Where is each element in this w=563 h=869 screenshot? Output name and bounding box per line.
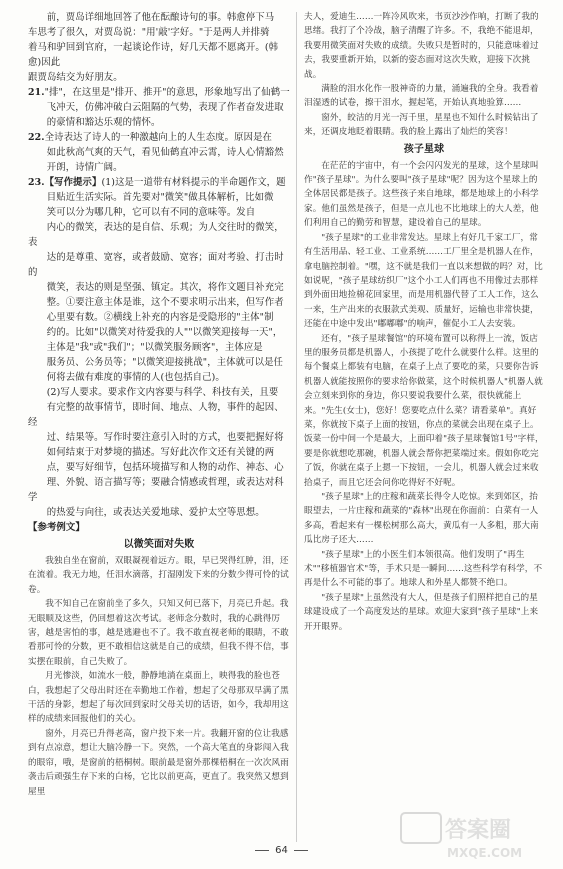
text-line: 理、外貌、语言描写等；要融合情感或哲理，或表达对科学 <box>28 477 284 503</box>
text-line: "排"，在这里是"排开、推开"的意思，形象地写出了仙鹤一 <box>44 87 290 98</box>
essay-title: 以微笑面对失败 <box>123 539 195 550</box>
text-line: (2)写人要求。要求作文内容要与科学、科技有关，且要 <box>46 387 279 398</box>
text-line: 内心的微笑，表达的是自信、乐观；为人交往时的微笑，表 <box>28 222 284 248</box>
writing-tip-tag: 【写作提示】 <box>44 177 102 188</box>
text-line: (1)这是一道带有材料提示的半命题作文，题 <box>101 177 286 188</box>
text-line: 笑可以分为哪几种，它可以有不同的意味等。发自 <box>46 207 256 218</box>
essay-paragraph: 还有，"孩子星球餐馆"的环境布置可以称得上一流，饭店里的服务员都是机器人，小孩提了吃什么就要什么样。这里的每个餐桌上都装有电脑，在桌子上点了要吃的菜，只要你告诉机器人就能按照你的要求给你做菜，这个时候机器人"机器人就会立刻来到你的身边，你只要说我要什么菜，很快就能上来。"先生(女士)，您好！您要吃点什么菜？请看菜单"。真好菜，你就按下桌子上面的按钮，你点的菜就会出现在桌子上。饭菜一份中间一个是最大，上面印着"孩子星球餐馆1号"字样，要是你就想吃那碗，机器人就会帮你把菜端过来。假如你吃完了饭，你就在桌子上摁一下按钮，一会儿，机器人就会过来收拾桌子，而且它还会问你吃得好不好呢。 <box>304 333 544 488</box>
text-line: 主体是"我"或"我们"；"以微笑服务顾客"，主体应是 <box>46 342 263 353</box>
essay-title: 孩子星球 <box>403 143 445 155</box>
question-21 <box>28 85 290 130</box>
text-line: 达的是尊重、宽容，或者鼓励、宽容；面对考验、打击时的 <box>28 252 284 278</box>
text-line: 点，要写好细节，包括环境描写和人物的动作、神态、心 <box>46 462 284 473</box>
essay-paragraph: 窗外，月亮已升得老高，窗户投下来一片。我翻开窗的位让我感到有点凉意，想让大脑冷静一下。突然，一个高大笔直的身影闯入我的眼帘，哦，是窗前的梧桐树。眼前最是窗外那棵梧桐在一次次风雨袭击后顽强生存下来的白杨，它比以前更高，更直了。我突然又想到屋里 <box>28 728 289 797</box>
watermark-logo-icon <box>399 809 549 863</box>
intro-block <box>28 10 290 85</box>
text-line: 车思考了很久，对贾岛说："用'敲'字好。"于是两人并排骑 <box>28 27 270 38</box>
text-line: 着马和驴回到官府，一起谈论作诗，好几天都不愿离开。(韩愈)因此 <box>28 42 279 68</box>
text-line: 开朗，诗情广阔。 <box>46 162 123 173</box>
text-line: 全诗表达了诗人的一种激越向上的人生态度。原因是在 <box>44 132 273 143</box>
text-line: 目贴近生活实际。首先要对"微笑"做具体解析，比如微 <box>46 192 274 203</box>
text-line: 服务员、公务员等；"以微笑迎接挑战"，主体就可以是任 <box>46 357 284 368</box>
essay-paragraph: "孩子星球"上的小医生们本领很高。他们发明了"再生术""移植器官术"等，手术只是一瞬间……这些科学有科学，不再是什么不可能的事了。地球人和外星人都赞不绝口。 <box>304 549 543 589</box>
question-22 <box>28 130 290 175</box>
essay-paragraph: 月光惨淡，如流水一般，静静地淌在桌面上，映得我的脸也苍白，我想起了父母出时还在幸勤地工作着，想起了父母那双早满了黑干活的身影，想起了每次回到家时父母关切的话语，如今，我却用这样的成绩来回报他们的关心。 <box>28 671 289 725</box>
svg-text:答案圈: 答案圈 <box>445 818 512 843</box>
text-line: 如何结束于对梦境的描述。写好此次作文还有关键的两 <box>46 447 275 458</box>
question-23 <box>28 175 290 520</box>
essay-paragraph: "孩子星球"上的庄稼和蔬菜长得令人吃惊。来到郊区，抬眼望去，一片庄稼和蔬菜的"森林"出现在你面前：白菜有一人多高，看起来有一棵松树那么高大，黄瓜有一人多粗，那大南瓜比房子还大…… <box>304 492 539 546</box>
text-line: 的豪情和豁达乐观的情怀。 <box>46 117 161 128</box>
text-line: 如此秋高气爽的天气，看见仙鹤直冲云霄，诗人心情豁然 <box>46 147 284 158</box>
text-line: 整。①要注意主体是谁，这个不要求明示出来，但写作者 <box>46 297 284 308</box>
essay-body <box>28 554 290 799</box>
reference-essay-tag: 【参考例文】 <box>28 522 85 533</box>
text-line: 跟贾岛结交为好朋友。 <box>28 72 123 83</box>
page-number-dash <box>294 850 308 851</box>
essay-paragraph: 在茫茫的宇宙中，有一个会闪闪发光的星球，这个星球叫作"孩子星球"。为什么要叫"孩子星球"呢？因为这个星球上的全体居民都是孩子。这些孩子来自地球，都是地球上的小科学家。他们虽然是孩子，但是一点儿也不比地球上的大人差，他们利用自己的勤劳和智慧，建设着自己的星球。 <box>304 160 539 229</box>
text-line: 的热爱与向往，或表达关爱地球、爱护太空等思想。 <box>46 507 265 518</box>
text-line: 约的。比如"以微笑对待爱我的人""以微笑迎接每一天"， <box>46 327 283 338</box>
essay-paragraph: "孩子星球"的工业非常发达。星球上有好几千家工厂，常有生活用品、轻工业、工业系统……工厂里全是机器人在作，拿电脑控制着。"嘿，这不就是我们一直以来想做的吗？对，比如说呢，"孩子星球纺织厂"这个小工人们再也不用像过去那样到外面田地捡棉花回家里，而是用机器代替了工人工作，这么一来，生产出来的衣服款式美观、质量好，运输也非常快捷，还能在中途中发出"嘟嘟嘟"的响声，催促小工人去安装。 <box>304 232 543 330</box>
text-line: 飞冲天，仿佛冲破白云阻隔的气势，表现了作者奋发进取 <box>46 102 284 113</box>
question-number: 21. <box>28 87 45 98</box>
essay-paragraph: 我不知自己在窗前坐了多久，只知又何已落下，月亮已升起。我无眼顺及这些，仍回想着这次考试。老师念分数时，我的心跳得厉害，越是害怕的事，越是逃避也不了。我不敢直视老师的眼睛，不敢看那可怜的分数，更不敢相信这就是自己的成绩，但我不得不信，事实摆在眼前，自己失败了。 <box>28 599 289 667</box>
text-line: 前，贾岛详细地回答了他在酝酿诗句的事。韩愈停下马 <box>46 12 275 23</box>
page-number-dash <box>255 850 269 851</box>
right-column <box>304 10 544 634</box>
question-number: 23. <box>28 177 45 188</box>
svg-text:MXQE.COM: MXQE.COM <box>447 846 523 860</box>
essay-body-continued <box>304 10 544 140</box>
essay-paragraph: 满脸的泪水化作一股神奇的力量，涌遍我的全身。我看着泪湿透的试卷，擦干泪水，握起笔，开始认真地验算…… <box>304 84 539 109</box>
essay-paragraph: 我独自坐在窗前，双眼凝视着远方。眼，早已哭得红肿，泪，还在流着。我无力地，任泪水滴落，打湿刚发下来的分数少得可怜的试卷。 <box>28 556 289 595</box>
text-line: 有完整的故事情节，即时间、地点、人物，事件的起因、经 <box>28 402 284 428</box>
text-line: 心里要有数。②横线上补充的内容是受隐形的"主体"制 <box>46 312 274 323</box>
essay-paragraph: 窗外，皎洁的月光一泻千里，星星也不知什么时候钻出了来，还调皮地眨着眼睛。我的脸上露出了灿烂的笑容！ <box>304 112 539 138</box>
essay2-body <box>304 159 544 634</box>
text-line: 微笑，表达的则是坚强、镇定。其次，将作文题目补充完 <box>46 282 284 293</box>
page-number-text: 64 <box>275 845 288 856</box>
column-divider <box>296 12 297 842</box>
essay-paragraph: "孩子星球"上虽然没有大人，但是孩子们照样把自己的星球建设成了一个高度发达的星球。欢迎大家到"孩子星球"上来开开眼界。 <box>304 592 539 632</box>
text-line: 何将去做有难度的事情的人(也包括自己)。 <box>46 372 225 383</box>
question-number: 22. <box>28 132 45 143</box>
left-column <box>28 10 290 799</box>
text-line: 过、结果等。写作时要注意引入时的方式，也要把握好将 <box>46 432 284 443</box>
essay-paragraph: 夫人，爱迪生……一阵冷风吹来，书页沙沙作响，打断了我的思绪。我打了个冷战，脑子清醒了许多。不，我绝不能退却，我要用微笑面对失败的成绩。失败只是暂时的，只能意味着过去，我要重新开始，以新的姿态面对这次失败，迎接下次挑战。 <box>304 12 539 80</box>
